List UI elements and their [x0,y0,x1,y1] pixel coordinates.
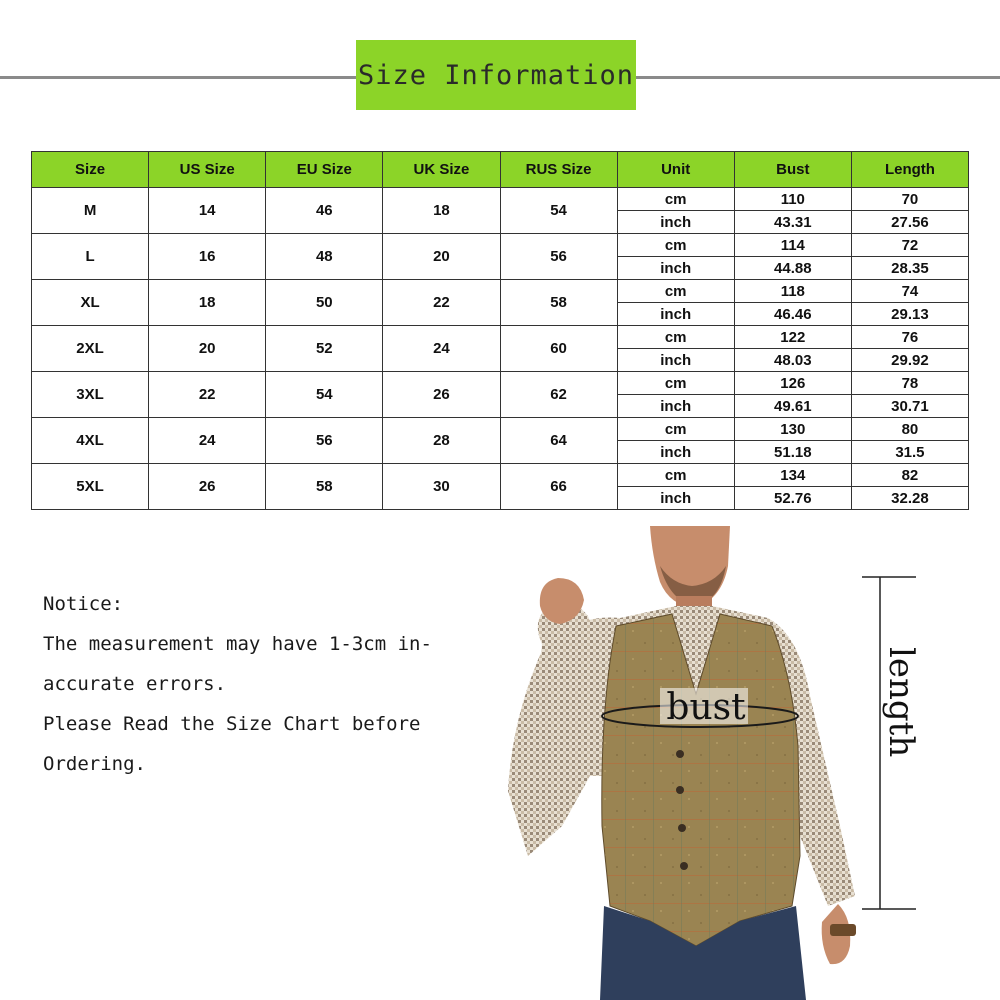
cell-us-size: 22 [149,372,266,418]
cell-unit: cm [617,464,734,487]
cell-size: L [32,234,149,280]
cell-bust: 43.31 [734,211,851,234]
cell-rus-size: 56 [500,234,617,280]
cell-length: 32.28 [851,487,968,510]
column-header-size: Size [32,152,149,188]
cell-us-size: 18 [149,280,266,326]
cell-bust: 48.03 [734,349,851,372]
table-row [32,188,969,211]
cell-rus-size: 64 [500,418,617,464]
cell-bust: 44.88 [734,257,851,280]
cell-length: 76 [851,326,968,349]
cell-uk-size: 20 [383,234,500,280]
notice-line: Please Read the Size Chart before [43,713,421,735]
cell-uk-size: 26 [383,372,500,418]
cell-eu-size: 54 [266,372,383,418]
vest-button [676,750,684,758]
cell-eu-size: 58 [266,464,383,510]
cell-rus-size: 58 [500,280,617,326]
column-header-length: Length [851,152,968,188]
cell-size: 2XL [32,326,149,372]
table-row [32,418,969,441]
cell-us-size: 26 [149,464,266,510]
column-header-uk-size: UK Size [383,152,500,188]
cell-eu-size: 48 [266,234,383,280]
header-rule-right [636,76,1000,79]
size-table [31,151,969,510]
cell-length: 78 [851,372,968,395]
cell-bust: 51.18 [734,441,851,464]
cell-length: 72 [851,234,968,257]
cell-bust: 126 [734,372,851,395]
cell-length: 29.92 [851,349,968,372]
cell-bust: 134 [734,464,851,487]
cell-unit: cm [617,418,734,441]
cell-unit: inch [617,395,734,418]
vest-button [680,862,688,870]
cell-length: 31.5 [851,441,968,464]
cell-unit: cm [617,188,734,211]
column-header-eu-size: EU Size [266,152,383,188]
table-row [32,234,969,257]
table-header-row [32,152,969,188]
cell-size: XL [32,280,149,326]
cell-uk-size: 24 [383,326,500,372]
cell-bust: 114 [734,234,851,257]
cell-rus-size: 60 [500,326,617,372]
cell-bust: 49.61 [734,395,851,418]
cell-rus-size: 66 [500,464,617,510]
cell-unit: cm [617,326,734,349]
cell-uk-size: 30 [383,464,500,510]
page-title: Size Information [357,59,635,91]
column-header-bust: Bust [734,152,851,188]
cell-size: 4XL [32,418,149,464]
cell-unit: inch [617,303,734,326]
cell-length: 30.71 [851,395,968,418]
table-row [32,464,969,487]
cell-length: 70 [851,188,968,211]
cell-us-size: 14 [149,188,266,234]
cell-unit: cm [617,234,734,257]
cell-size: 5XL [32,464,149,510]
cell-bust: 130 [734,418,851,441]
header-rule-left [0,76,358,79]
cell-rus-size: 62 [500,372,617,418]
cell-eu-size: 52 [266,326,383,372]
cell-length: 28.35 [851,257,968,280]
cell-unit: cm [617,280,734,303]
cell-eu-size: 56 [266,418,383,464]
cell-eu-size: 46 [266,188,383,234]
cell-unit: inch [617,441,734,464]
cell-us-size: 20 [149,326,266,372]
cell-uk-size: 28 [383,418,500,464]
cell-length: 29.13 [851,303,968,326]
cell-unit: inch [617,211,734,234]
cell-bust: 46.46 [734,303,851,326]
notice-heading: Notice: [43,593,124,615]
length-measure [860,575,950,915]
cell-length: 74 [851,280,968,303]
length-label: length [881,647,921,758]
cell-bust: 118 [734,280,851,303]
cell-uk-size: 22 [383,280,500,326]
cell-length: 27.56 [851,211,968,234]
notice-line: Ordering. [43,753,146,775]
notice-block [43,584,493,784]
watch-icon [830,924,856,936]
cell-bust: 52.76 [734,487,851,510]
bust-label: bust [666,687,746,728]
column-header-us-size: US Size [149,152,266,188]
model-photo [500,526,860,1000]
cell-unit: cm [617,372,734,395]
cell-eu-size: 50 [266,280,383,326]
cell-size: 3XL [32,372,149,418]
notice-line: accurate errors. [43,673,227,695]
table-row [32,372,969,395]
cell-bust: 110 [734,188,851,211]
cell-us-size: 16 [149,234,266,280]
vest-button [678,824,686,832]
cell-uk-size: 18 [383,188,500,234]
table-row [32,280,969,303]
title-banner [356,40,636,110]
cell-unit: inch [617,487,734,510]
cell-us-size: 24 [149,418,266,464]
column-header-unit: Unit [617,152,734,188]
cell-unit: inch [617,257,734,280]
cell-length: 82 [851,464,968,487]
cell-unit: inch [617,349,734,372]
notice-line: The measurement may have 1-3cm in- [43,633,432,655]
cell-length: 80 [851,418,968,441]
column-header-rus-size: RUS Size [500,152,617,188]
table-row [32,326,969,349]
cell-size: M [32,188,149,234]
cell-bust: 122 [734,326,851,349]
cell-rus-size: 54 [500,188,617,234]
vest-button [676,786,684,794]
